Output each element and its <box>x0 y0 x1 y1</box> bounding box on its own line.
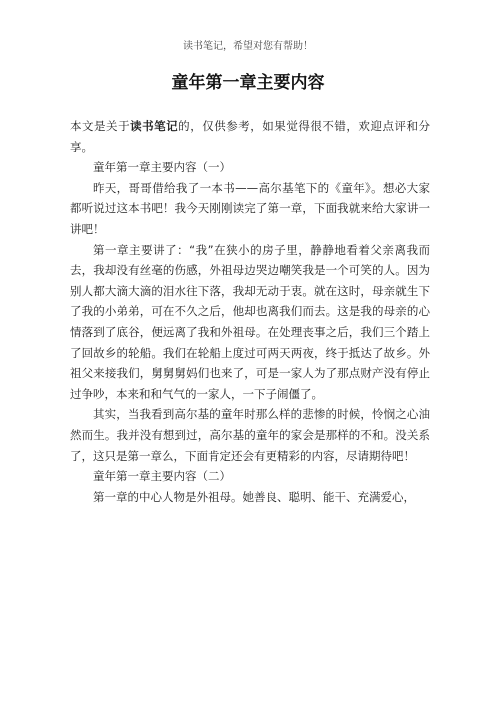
paragraph: 昨天，哥哥借给我了一本书——高尔基笔下的《童年》。想必大家都听说过这本书吧！我今天刚刚读完了第一章，下面我就来给大家讲一讲吧！ <box>70 180 430 236</box>
intro-paragraph <box>70 116 430 157</box>
section-heading-2: 童年第一章主要内容（二） <box>93 469 231 484</box>
paragraph: 第一章的中心人物是外祖母。她善良、聪明、能干、充满爱心， <box>93 489 415 504</box>
intro-pre: 本文是关于 <box>70 119 131 133</box>
page-header: 读书笔记，希望对您有帮助！ <box>183 41 313 52</box>
intro-keyword: 读书笔记 <box>130 119 179 133</box>
paragraph: 第一章主要讲了：“我”在狭小的房子里，静静地看着父亲离我而去，我却没有丝毫的伤感，外祖母边哭边嘲笑我是一个可笑的人。因为别人都大滴大滴的泪水往下落，我却无动于衷。就在这时，母亲就生下了我的小弟弟，可在不久之后，他却也离我们而去。这是我的母亲的心情落到了底谷，便远离了我和外祖母。在处理丧事之后，我们三个踏上了回故乡的轮船。我们在轮船上度过可两天两夜，终于抵达了故乡。外祖父来接我们，舅舅舅妈们也来了，可是一家人为了那点财产没有停止过争吵，本来和和气气的一家人，一下子闹僵了。 <box>70 242 430 401</box>
page-title: 童年第一章主要内容 <box>171 73 325 93</box>
paragraph: 其实，当我看到高尔基的童年时那么样的悲惨的时候，怜悯之心油然而生。我并没有想到过，高尔基的童年的家会是那样的不和。没关系了，这只是第一章么，下面肯定还会有更精彩的内容，尽请期待吧！ <box>70 407 430 463</box>
article-body <box>70 116 430 507</box>
section-heading-1: 童年第一章主要内容（一） <box>93 160 231 175</box>
intro-post: 的，仅供参考，如果觉得很不错，欢迎点评和分享。 <box>70 119 431 154</box>
